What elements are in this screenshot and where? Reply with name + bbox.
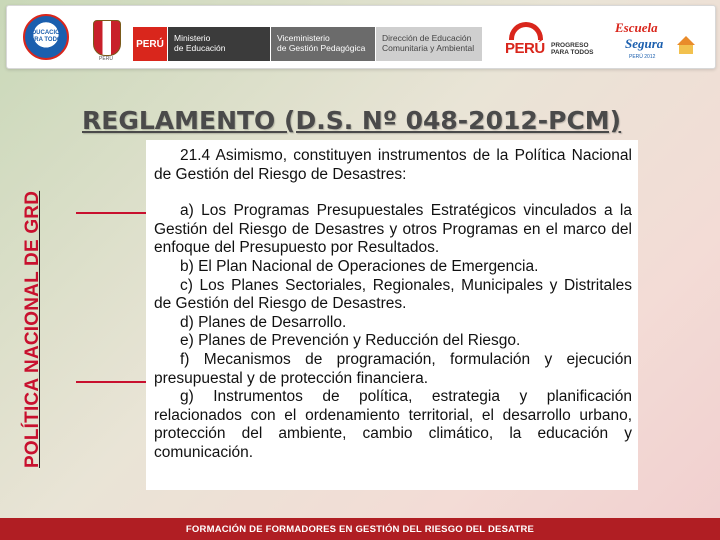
gov-peru-mark: PERÚ: [133, 27, 167, 61]
doc-paragraph: 21.4 Asimismo, constituyen instrumentos de la Política Nacional de Gestión del Riesgo de Desastres:: [154, 147, 632, 183]
doc-item-a: a) Los Programas Presupuestales Estratégicos vinculados a la Gestión del Riesgo de Desastres y otros Programas en el marco del enfoque del Presupuesto por Resultados.: [154, 202, 632, 257]
regulation-excerpt: [146, 140, 638, 490]
education-logo-text: EDUCACIÓN PARA TODOS: [26, 30, 66, 43]
crest-label: PERÚ: [99, 56, 113, 62]
doc-item-g: g) Instrumentos de política, estrategia y planificación relacionados con el ordenamiento territorial, el desarrollo urbano, protección del ambiente, cambio climático, la educación y comunicación.: [154, 388, 632, 461]
escuela-word: Escuela: [615, 20, 658, 35]
house-roof-icon: [677, 36, 695, 45]
house-icon: [679, 45, 693, 54]
direction-label: Dirección de Educación Comunitaria y Ambiental: [376, 27, 482, 61]
ministry-label: Ministerio de Educación: [168, 27, 270, 61]
education-logo: [23, 14, 69, 60]
peru-tagline: PROGRESO PARA TODOS: [551, 42, 594, 56]
peru-arc-icon: [509, 22, 543, 40]
doc-item-c: c) Los Planes Sectoriales, Regionales, Municipales y Distritales de Gestión del Riesgo de Desastres.: [154, 276, 632, 313]
page-title: REGLAMENTO (D.S. Nº 048-2012-PCM): [82, 106, 622, 135]
doc-item-e: e) Planes de Prevención y Reducción del Riesgo.: [180, 332, 521, 350]
segura-word: Segura: [625, 36, 664, 51]
peru-progreso-logo: [503, 20, 599, 64]
coat-of-arms-icon: [93, 20, 121, 56]
logo-banner: [6, 5, 716, 69]
escuela-year: PERÚ 2012: [629, 54, 656, 60]
escuela-segura-logo: [615, 18, 699, 64]
doc-item-b: b) El Plan Nacional de Operaciones de Emergencia.: [180, 257, 539, 275]
doc-item-d: d) Planes de Desarrollo.: [180, 313, 347, 331]
vice-ministry-label: Viceministerio de Gestión Pedagógica: [271, 27, 375, 61]
peru-word: PERÚ: [505, 40, 545, 57]
footer-banner: FORMACIÓN DE FORMADORES EN GESTIÓN DEL RIESGO DEL DESATRE: [0, 518, 720, 540]
side-title: POLÍTICA NACIONAL DE GRD: [22, 190, 43, 468]
doc-item-f: f) Mecanismos de programación, formulación y ejecución presupuestal y de protección financiera.: [154, 350, 632, 387]
